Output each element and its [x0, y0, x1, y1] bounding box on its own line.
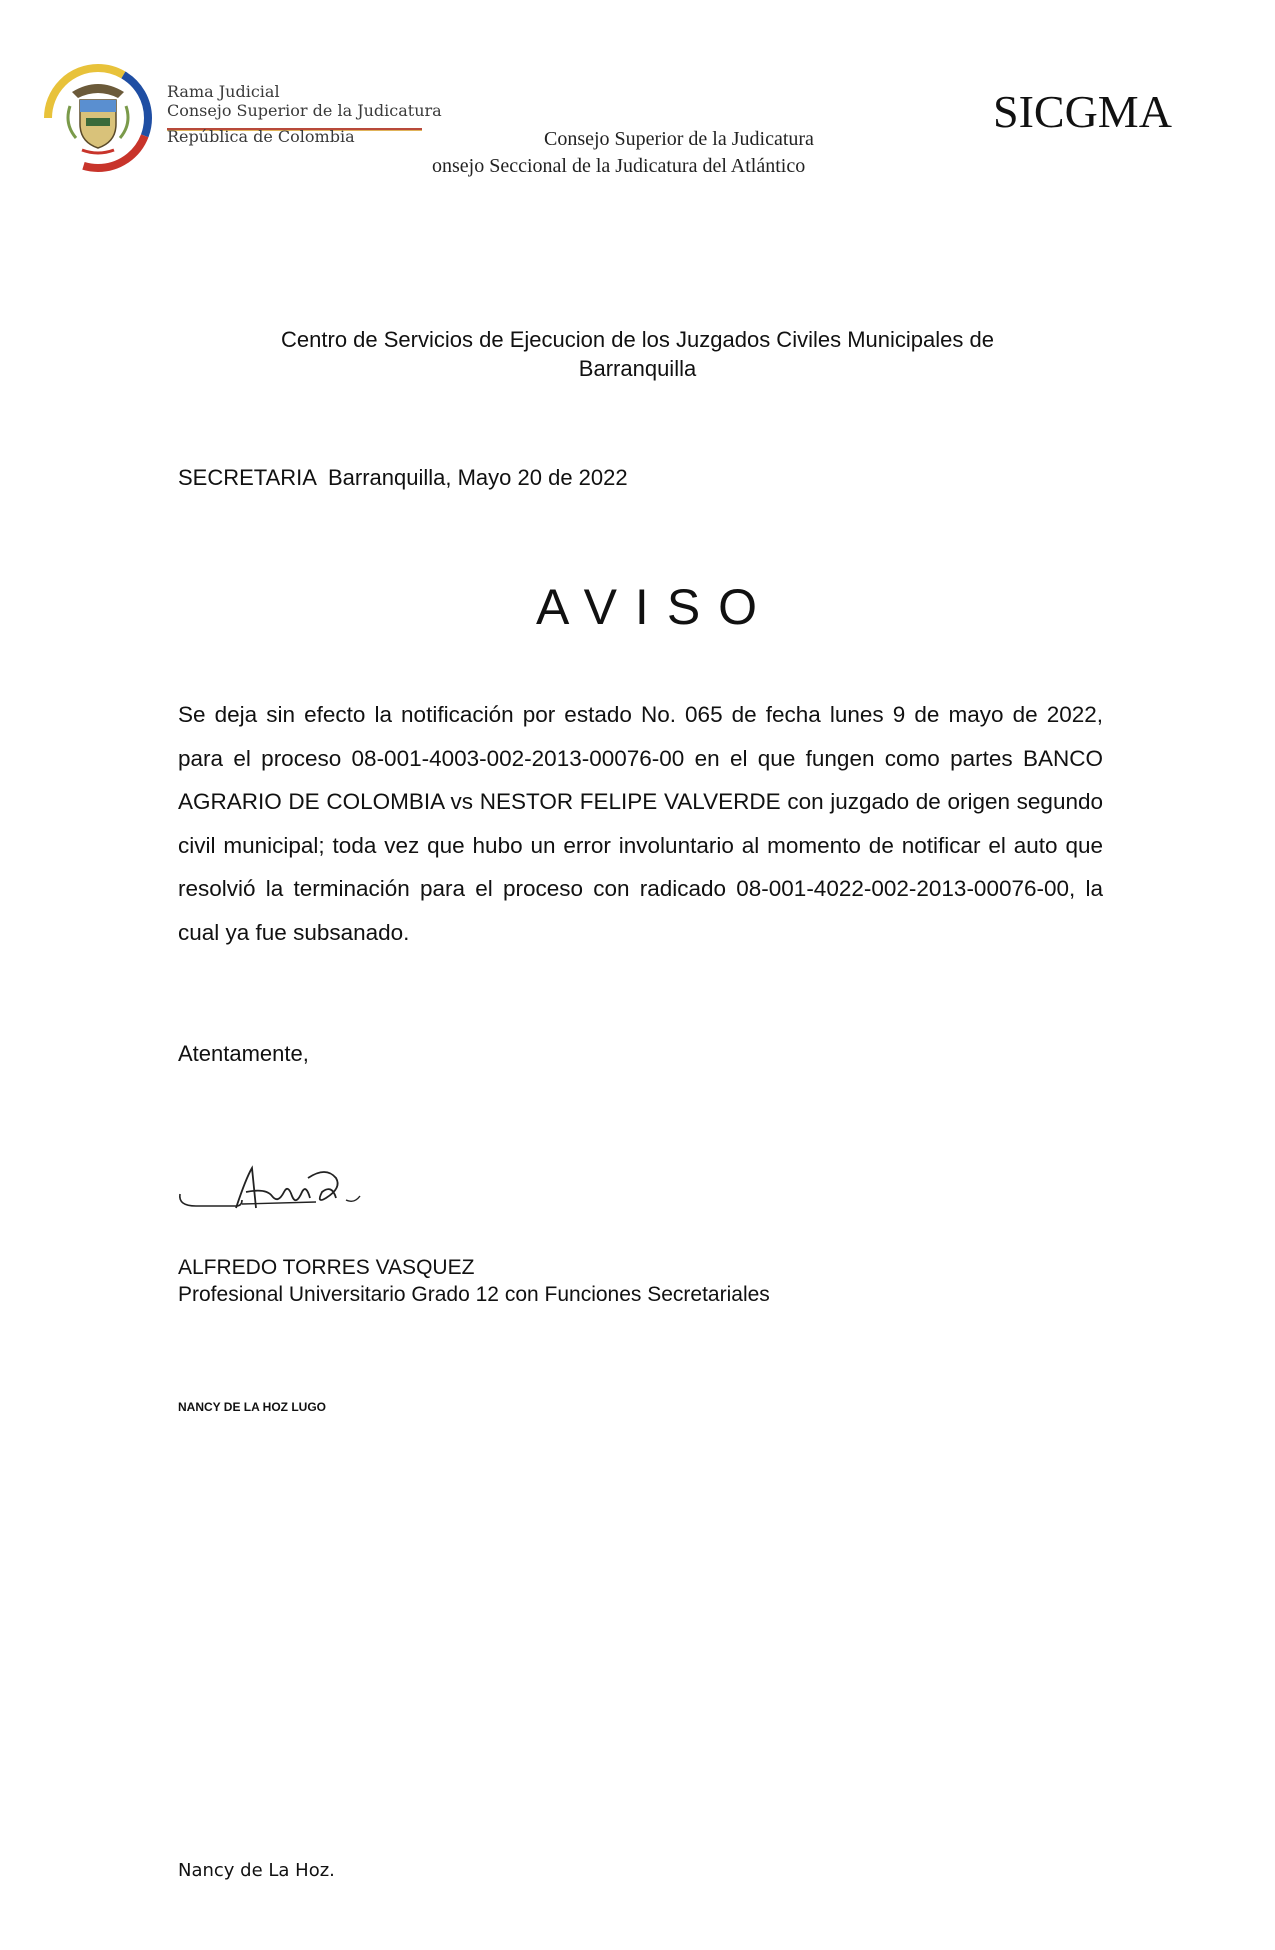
council-header — [420, 126, 880, 180]
colombia-coat-of-arms-icon — [42, 62, 154, 174]
logo-line-rama: Rama Judicial — [167, 82, 280, 101]
place-and-date: SECRETARIA Barranquilla, Mayo 20 de 2022 — [178, 465, 628, 490]
service-center-title-line-1: Centro de Servicios de Ejecucion de los Juzgados Civiles Municipales de — [281, 327, 994, 352]
signer-title: Profesional Universitario Grado 12 con Funciones Secretariales — [178, 1283, 770, 1306]
rama-judicial-logo — [42, 62, 442, 177]
council-line-2: onsejo Seccional de la Judicatura del Atlántico — [432, 155, 806, 177]
service-center-title — [180, 325, 1095, 383]
notice-body: Se deja sin efecto la notificación por estado No. 065 de fecha lunes 9 de mayo de 2022, para el proceso 08-001-4003-002-2013-00076-00 en el que fungen como partes BANCO AGRARIO DE COLOMBIA vs NESTOR FELIPE VALVERDE con juzgado de origen segundo civil municipal; toda vez que hubo un error involuntario al momento de notificar el auto que resolvió la terminación para el proceso con radicado 08-001-4022-002-2013-00076-00, la cual ya fue subsanado. — [178, 702, 1103, 945]
closing-salutation: Atentamente, — [178, 1041, 309, 1066]
logo-line-republica: República de Colombia — [167, 127, 355, 146]
logo-text — [167, 82, 442, 146]
drafter-initials: NANCY DE LA HOZ LUGO — [178, 1400, 327, 1414]
document-title: AVISO — [535, 579, 776, 635]
signer-block — [178, 1254, 770, 1308]
brand-title: SICGMA — [993, 86, 1172, 137]
handwritten-signature — [176, 1148, 376, 1228]
council-line-1: Consejo Superior de la Judicatura — [544, 128, 814, 150]
service-center-title-line-2: Barranquilla — [578, 356, 697, 381]
footer-author: Nancy de La Hoz. — [178, 1860, 335, 1881]
signer-name: ALFREDO TORRES VASQUEZ — [178, 1256, 475, 1279]
logo-line-consejo: Consejo Superior de la Judicatura — [167, 101, 442, 120]
